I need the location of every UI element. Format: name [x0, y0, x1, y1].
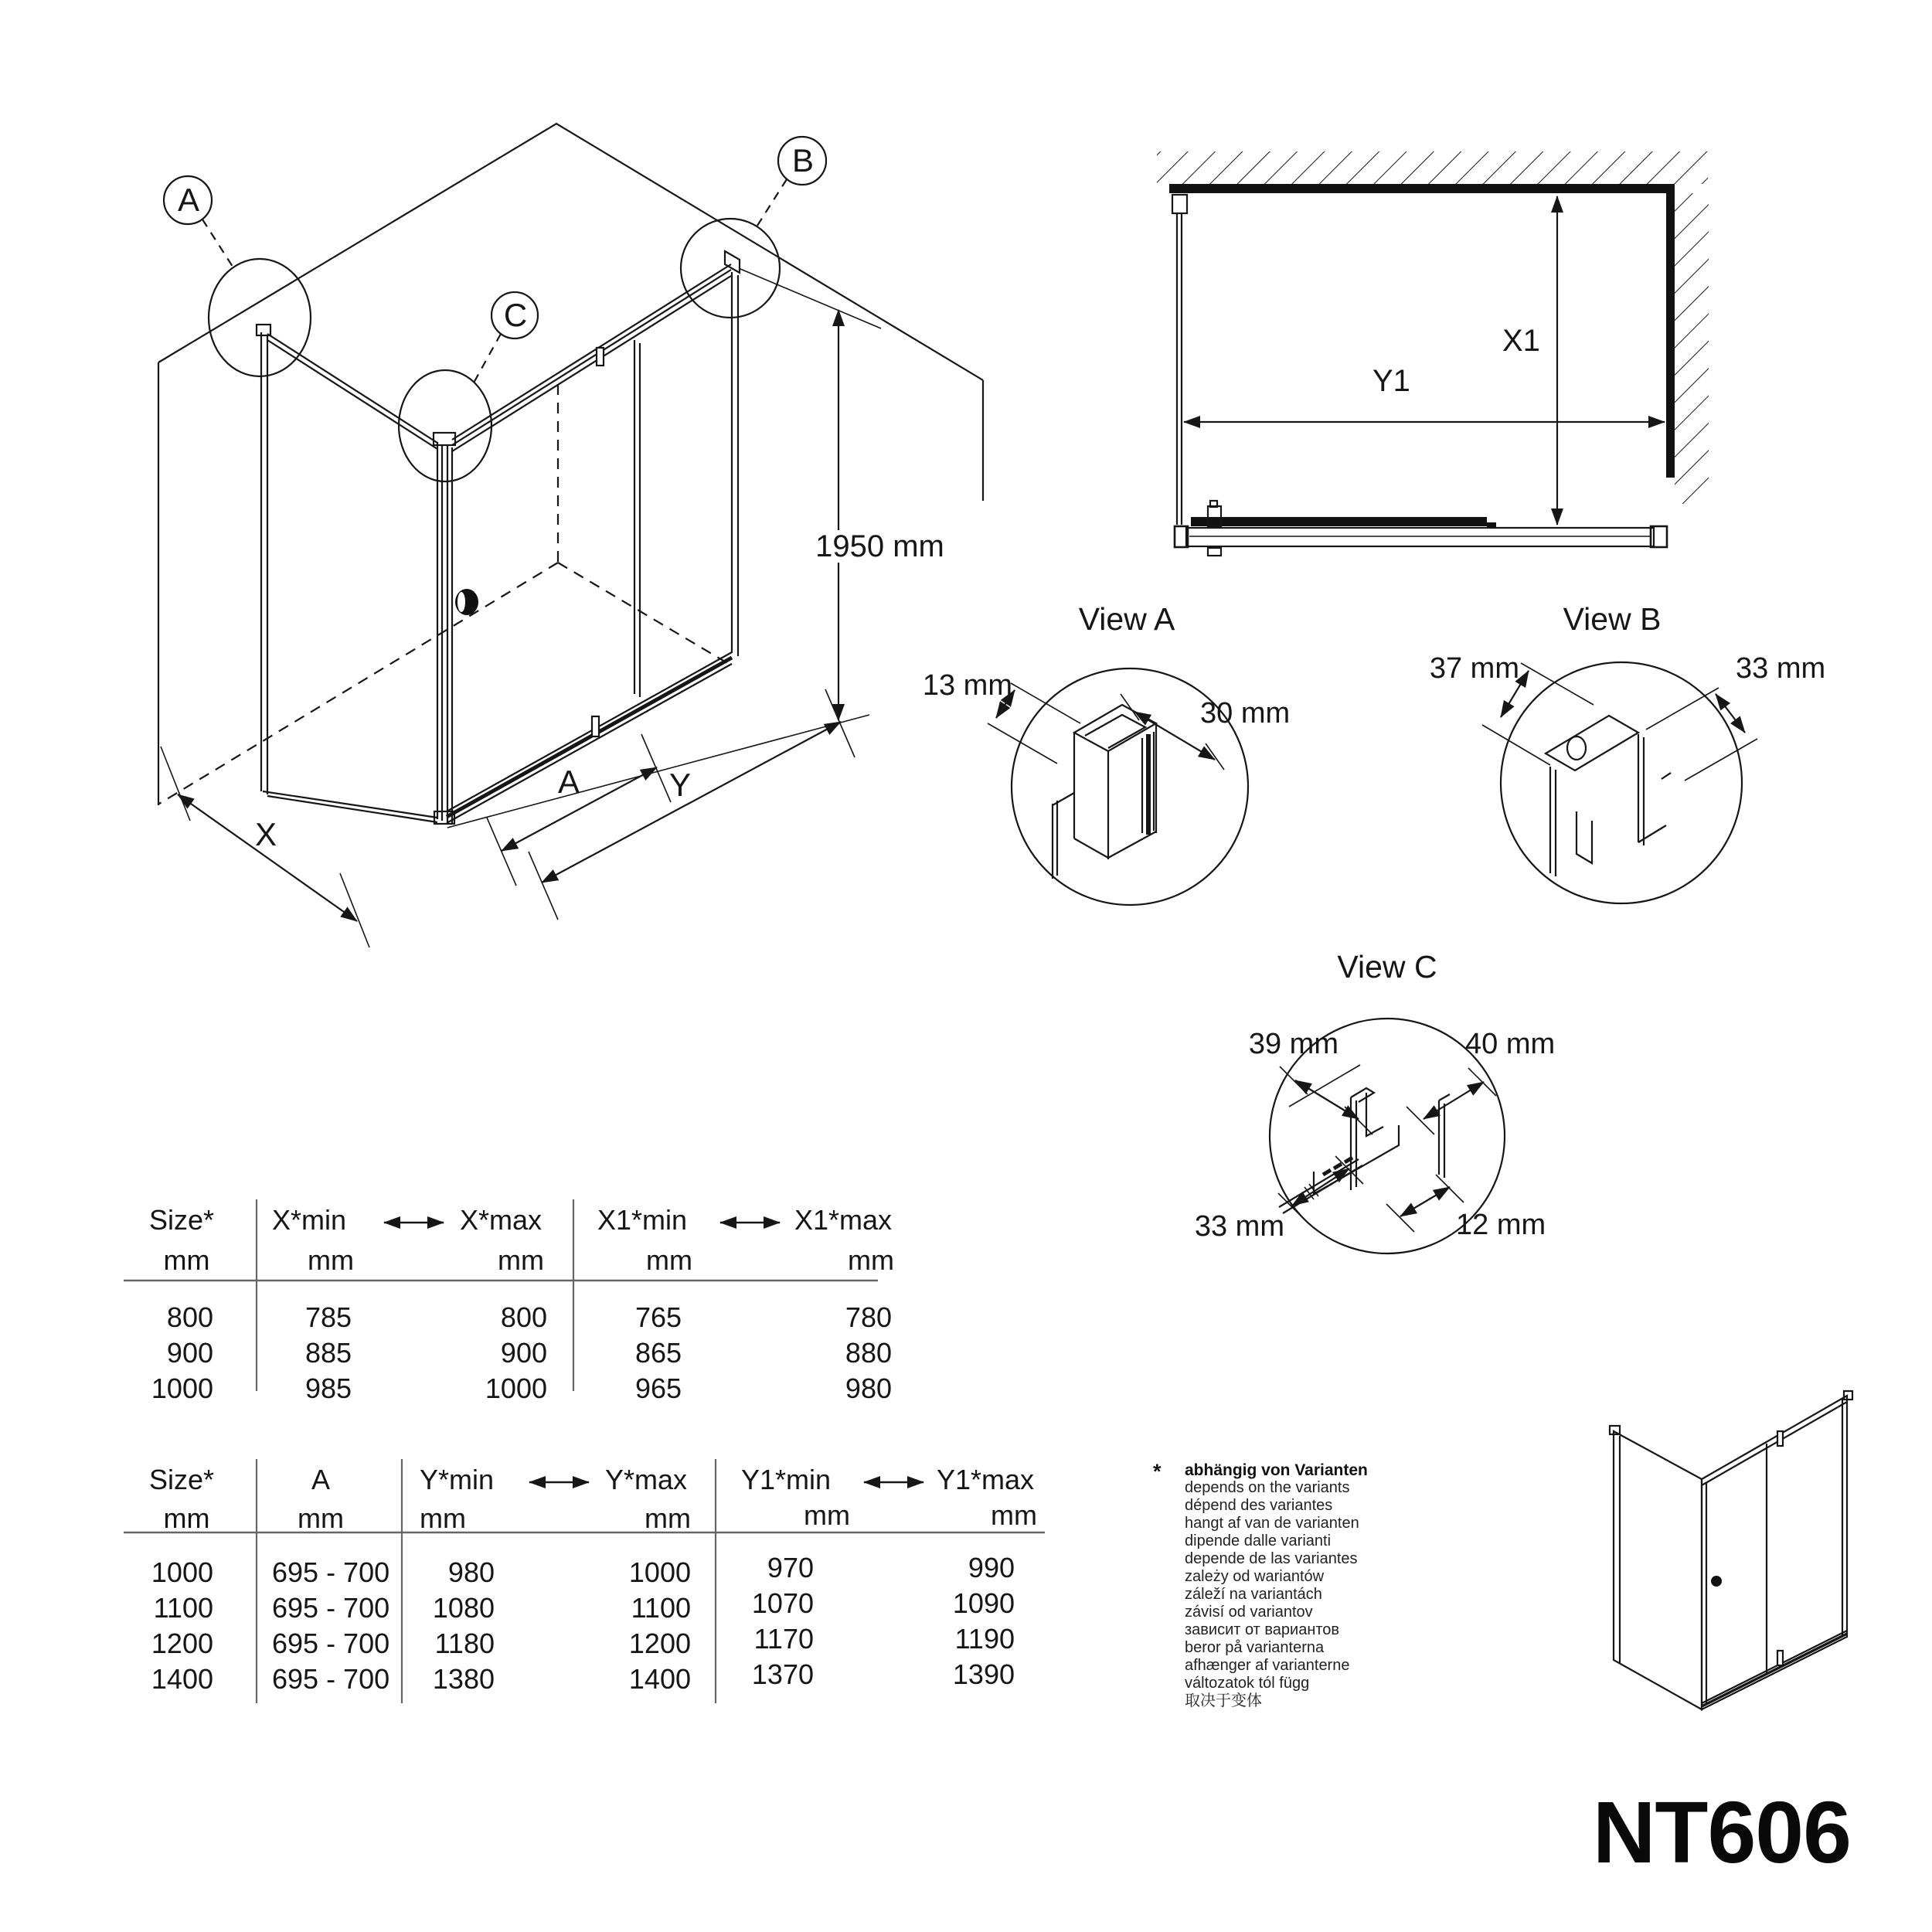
view-c-dim-12: 12 mm — [1456, 1209, 1546, 1241]
iso-side-panel — [257, 325, 437, 822]
t2-unit: mm — [298, 1502, 344, 1534]
table-cell: 1200 — [628, 1628, 691, 1659]
plan-view — [1157, 151, 1709, 556]
dim-y1-label: Y1 — [1372, 364, 1410, 398]
note-line: zależy od wariantów — [1185, 1568, 1325, 1585]
note-line: dipende dalle varianti — [1185, 1532, 1332, 1549]
view-b-dim-37: 37 mm — [1429, 652, 1519, 685]
note-line: зависит от вариантов — [1185, 1621, 1340, 1638]
table-cell: 1170 — [753, 1623, 814, 1655]
view-b-title: View B — [1563, 601, 1662, 637]
view-a-title: View A — [1078, 601, 1175, 637]
table-cell: 1180 — [434, 1628, 495, 1659]
note-line: záleží na variantách — [1185, 1586, 1322, 1603]
t1-unit: mm — [646, 1244, 692, 1276]
note-line: dépend des variantes — [1185, 1497, 1333, 1514]
t2-unit: mm — [804, 1499, 850, 1531]
t2-unit: mm — [420, 1502, 466, 1534]
table-cell: 1200 — [151, 1628, 213, 1659]
table-cell: 1090 — [952, 1587, 1015, 1619]
view-c-dim-40: 40 mm — [1465, 1028, 1556, 1060]
table-cell: 785 — [305, 1301, 352, 1333]
note-line: abhängig von Varianten — [1185, 1461, 1368, 1479]
view-c-dim-39: 39 mm — [1248, 1028, 1338, 1060]
note-line: závisí od variantov — [1185, 1604, 1313, 1621]
table-cell: 965 — [635, 1372, 682, 1404]
t2-header-ymin: Y*min — [420, 1464, 495, 1495]
wall-hatch-right — [1675, 193, 1709, 504]
view-c-dim-33: 33 mm — [1194, 1210, 1284, 1243]
view-a-dim-13: 13 mm — [922, 669, 1012, 702]
table-cell: 980 — [447, 1556, 495, 1588]
table2-rules — [124, 1459, 1045, 1703]
note-line: hangt af van de varianten — [1185, 1515, 1359, 1532]
wall-hatch-top — [1157, 151, 1708, 184]
table-cell: 1080 — [432, 1592, 495, 1624]
t2-header-a: A — [311, 1464, 330, 1495]
note-line: depende de las variantes — [1185, 1550, 1358, 1567]
t1-unit: mm — [308, 1244, 354, 1276]
view-c-title: View C — [1337, 949, 1437, 985]
height-dimension-label: 1950 mm — [804, 530, 956, 563]
note-line: változatok tól függ — [1185, 1675, 1310, 1692]
table-cell: 1370 — [751, 1658, 814, 1690]
t2-unit: mm — [163, 1502, 210, 1534]
table-cell: 1400 — [628, 1663, 691, 1695]
iso-door-assembly — [447, 251, 740, 823]
dim-y-label: Y — [669, 767, 692, 803]
table-cell: 1380 — [432, 1663, 495, 1695]
callout-c-letter: C — [503, 297, 528, 333]
callout-a-letter: A — [177, 182, 199, 218]
thumbnail-knob-icon — [1711, 1576, 1722, 1587]
table-cell: 695 - 700 — [272, 1628, 390, 1659]
t1-header-x1max: X1*max — [794, 1204, 893, 1236]
table-cell: 1070 — [751, 1587, 814, 1619]
table-cell: 800 — [500, 1301, 547, 1333]
table-cell: 970 — [767, 1552, 814, 1583]
view-a-dim-30: 30 mm — [1200, 697, 1291, 730]
t1-unit: mm — [848, 1244, 894, 1276]
t1-header-xmax: X*max — [460, 1204, 543, 1236]
note-line: 取决于变体 — [1185, 1692, 1262, 1709]
t1-unit: mm — [163, 1244, 210, 1276]
model-number: NT606 — [1592, 1784, 1851, 1881]
note-asterisk: * — [1153, 1460, 1162, 1483]
table-cell: 780 — [845, 1301, 892, 1333]
t1-unit: mm — [498, 1244, 544, 1276]
t2-header-size: Size* — [149, 1464, 215, 1495]
t2-unit: mm — [645, 1502, 691, 1534]
table-cell: 1100 — [631, 1592, 691, 1624]
iso-corner-post — [434, 433, 455, 824]
table-cell: 900 — [500, 1337, 547, 1369]
dim-x1-label: X1 — [1502, 324, 1540, 358]
view-b-detail — [1482, 662, 1757, 903]
t2-unit: mm — [991, 1499, 1037, 1531]
t2-header-ymax: Y*max — [605, 1464, 688, 1495]
table-cell: 695 - 700 — [272, 1592, 390, 1624]
table-cell: 1390 — [952, 1658, 1015, 1690]
callout-b-letter: B — [791, 142, 814, 179]
table-cell: 880 — [845, 1337, 892, 1369]
dim-a-label: A — [558, 764, 580, 800]
dim-x-label: X — [255, 816, 277, 852]
table-cell: 800 — [166, 1301, 213, 1333]
table-cell: 1190 — [954, 1623, 1015, 1655]
table-cell: 765 — [635, 1301, 682, 1333]
note-line: depends on the variants — [1185, 1479, 1350, 1496]
table-cell: 1100 — [153, 1592, 213, 1624]
note-line: beror på varianterna — [1185, 1639, 1325, 1656]
note-line: afhænger af varianterne — [1185, 1657, 1350, 1674]
table-cell: 865 — [635, 1337, 682, 1369]
t1-header-xmin: X*min — [272, 1204, 347, 1236]
table-cell: 1000 — [628, 1556, 691, 1588]
view-b-dim-33: 33 mm — [1736, 652, 1826, 685]
table-cell: 885 — [305, 1337, 352, 1369]
table-cell: 980 — [845, 1372, 892, 1404]
table-cell: 1000 — [151, 1372, 213, 1404]
table-cell: 900 — [166, 1337, 213, 1369]
table-cell: 990 — [968, 1552, 1015, 1583]
t2-header-y1max: Y1*max — [937, 1464, 1035, 1495]
product-thumbnail — [1610, 1391, 1852, 1709]
table-cell: 1400 — [151, 1663, 213, 1695]
t2-header-y1min: Y1*min — [741, 1464, 832, 1495]
t1-header-x1min: X1*min — [597, 1204, 688, 1236]
table-cell: 985 — [305, 1372, 352, 1404]
t1-header-size: Size* — [149, 1204, 215, 1236]
table-cell: 1000 — [151, 1556, 213, 1588]
table-cell: 695 - 700 — [272, 1663, 390, 1695]
table-cell: 695 - 700 — [272, 1556, 390, 1588]
iso-walls — [158, 124, 983, 805]
table-cell: 1000 — [485, 1372, 547, 1404]
